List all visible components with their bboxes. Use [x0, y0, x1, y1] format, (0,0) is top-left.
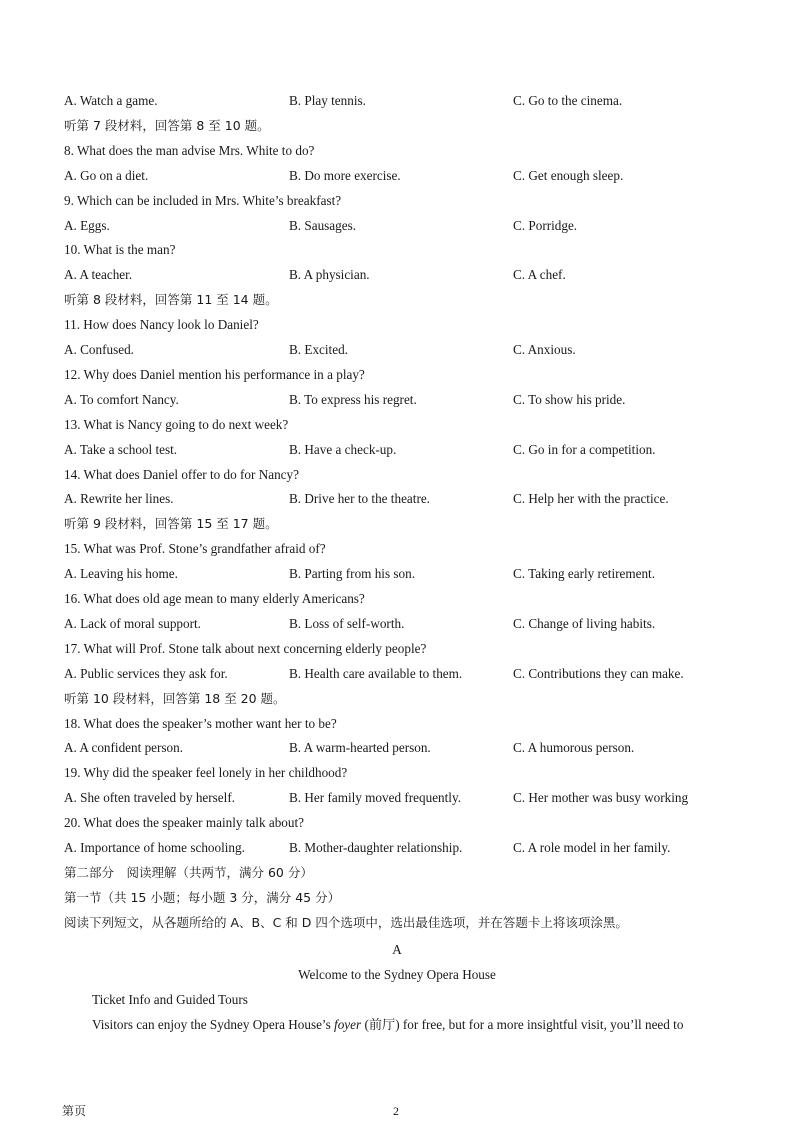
option-a: A. Importance of home schooling. [64, 840, 245, 855]
option-b: B. A warm-hearted person. [289, 740, 431, 755]
question-text: 20. What does the speaker mainly talk about? [64, 815, 304, 830]
section-instruction: 第一节（共 15 小题；每小题 3 分，满分 45 分） [64, 890, 341, 905]
option-c: C. A humorous person. [513, 740, 635, 755]
question-text: 18. What does the speaker’s mother want her to be? [64, 716, 337, 731]
option-c: C. Change of living habits. [513, 616, 656, 631]
option-a: A. Public services they ask for. [64, 666, 228, 681]
option-c: C. Go to the cinema. [513, 93, 623, 108]
option-b: B. Drive her to the theatre. [289, 491, 430, 506]
question-text: 13. What is Nancy going to do next week? [64, 417, 289, 432]
option-b: B. Health care available to them. [289, 666, 463, 681]
option-c: C. Help her with the practice. [513, 491, 669, 506]
option-b: B. Her family moved frequently. [289, 790, 461, 805]
section-instruction: 第二部分 阅读理解（共两节，满分 60 分） [64, 865, 313, 880]
question-text: 11. How does Nancy look lo Daniel? [64, 317, 259, 332]
option-b: B. Have a check-up. [289, 442, 397, 457]
option-b: B. To express his regret. [289, 392, 417, 407]
option-b: B. Mother-daughter relationship. [289, 840, 463, 855]
section-instruction: 听第 7 段材料，回答第 8 至 10 题。 [64, 118, 270, 133]
passage-subheading: Ticket Info and Guided Tours [92, 992, 248, 1007]
option-a: A. Confused. [64, 342, 134, 357]
question-text: 8. What does the man advise Mrs. White to do? [64, 143, 315, 158]
section-instruction: 阅读下列短文，从各题所给的 A、B、C 和 D 四个选项中，选出最佳选项，并在答题卡上将该项涂黑。 [64, 915, 628, 930]
question-text: 15. What was Prof. Stone’s grandfather afraid of? [64, 541, 326, 556]
option-b: B. A physician. [289, 267, 370, 282]
option-a: A. A confident person. [64, 740, 184, 755]
option-a: A. Leaving his home. [64, 566, 178, 581]
option-c: C. Get enough sleep. [513, 168, 624, 183]
option-b: B. Excited. [289, 342, 348, 357]
section-instruction: 听第 10 段材料，回答第 18 至 20 题。 [64, 691, 286, 706]
para-text-2: (前厅) for free, but for a more insightful visit, you’ll need to [361, 1017, 684, 1032]
passage-paragraph [92, 1017, 683, 1033]
option-c: C. Taking early retirement. [513, 566, 656, 581]
section-instruction: 听第 9 段材料，回答第 15 至 17 题。 [64, 516, 278, 531]
footer-left: 第页 [62, 1104, 87, 1118]
option-c: C. Anxious. [513, 342, 576, 357]
option-a: A. Take a school test. [64, 442, 178, 457]
question-text: 17. What will Prof. Stone talk about next concerning elderly people? [64, 641, 427, 656]
passage-title: Welcome to the Sydney Opera House [298, 967, 496, 982]
passage-letter: A [392, 942, 402, 957]
option-a: A. Watch a game. [64, 93, 158, 108]
para-text-1: Visitors can enjoy the Sydney Opera House’s [92, 1017, 335, 1032]
option-b: B. Do more exercise. [289, 168, 401, 183]
option-a: A. She often traveled by herself. [64, 790, 236, 805]
option-a: A. Lack of moral support. [64, 616, 201, 631]
question-text: 12. Why does Daniel mention his performance in a play? [64, 367, 365, 382]
option-c: C. A role model in her family. [513, 840, 671, 855]
option-c: C. A chef. [513, 267, 566, 282]
page-number: 2 [393, 1104, 399, 1118]
para-italic-foyer: foyer [334, 1017, 362, 1032]
option-c: C. To show his pride. [513, 392, 626, 407]
question-text: 19. Why did the speaker feel lonely in her childhood? [64, 765, 348, 780]
option-a: A. Eggs. [64, 218, 110, 233]
question-text: 14. What does Daniel offer to do for Nancy? [64, 467, 299, 482]
option-c: C. Porridge. [513, 218, 578, 233]
section-instruction: 听第 8 段材料，回答第 11 至 14 题。 [64, 292, 278, 307]
option-c: C. Contributions they can make. [513, 666, 684, 681]
question-text: 9. Which can be included in Mrs. White’s breakfast? [64, 193, 342, 208]
option-c: C. Go in for a competition. [513, 442, 656, 457]
option-a: A. Rewrite her lines. [64, 491, 174, 506]
question-text: 16. What does old age mean to many elderly Americans? [64, 591, 365, 606]
option-b: B. Sausages. [289, 218, 357, 233]
option-b: B. Parting from his son. [289, 566, 416, 581]
question-text: 10. What is the man? [64, 242, 176, 257]
option-b: B. Play tennis. [289, 93, 366, 108]
option-c: C. Her mother was busy working [513, 790, 689, 805]
option-a: A. Go on a diet. [64, 168, 149, 183]
option-a: A. A teacher. [64, 267, 133, 282]
option-b: B. Loss of self-worth. [289, 616, 405, 631]
option-a: A. To comfort Nancy. [64, 392, 179, 407]
